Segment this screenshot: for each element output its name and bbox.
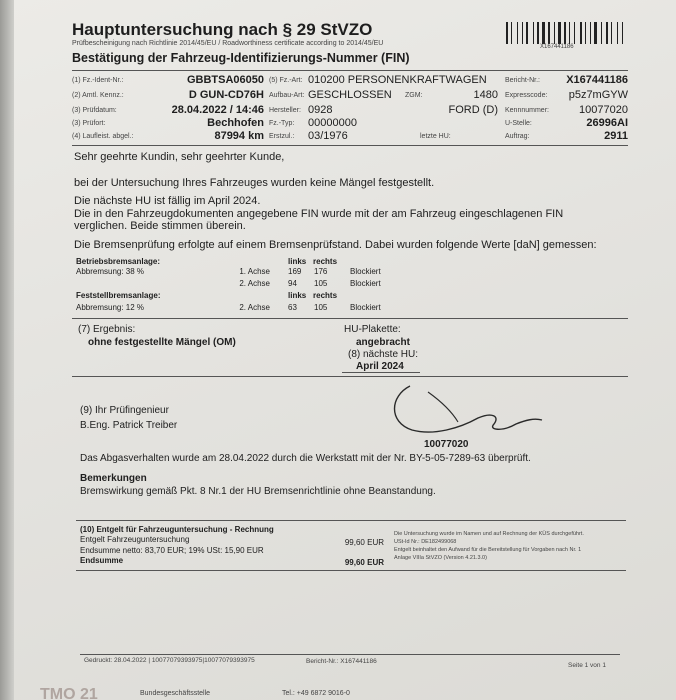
fin-check-line-2: verglichen. Beide stimmen überein.: [74, 220, 246, 232]
value-mileage: 87994 km: [214, 130, 264, 142]
invoice-item: Entgelt Fahrzeuguntersuchung: [80, 535, 190, 544]
parking-axle-status: Blockiert: [350, 303, 381, 312]
next-hu-label: (8) nächste HU:: [348, 349, 419, 360]
brake-test-intro: Die Bremsenprüfung erfolgte auf einem Bremsenprüfstand. Dabei wurden folgende Werte [daN] gemessen:: [74, 239, 597, 251]
label-vehicle-model: Fz.-Typ:: [269, 120, 295, 127]
service-brake-title: Betriebsbremsanlage:: [76, 257, 161, 266]
label-report-number: Bericht-Nr.:: [505, 77, 541, 84]
value-plate: D GUN-CD76H: [188, 89, 264, 101]
footer-printed: Gedruckt: 28.04.2022 | 10077079393975|10077079393975: [84, 657, 255, 664]
label-u-site: U-Stelle:: [505, 120, 532, 127]
invoice-note-4: Anlage VIIIa StVZO (Version 4.21.3.0): [394, 555, 487, 561]
axle-2-status: Blockiert: [350, 279, 381, 288]
label-test-date: (3) Prüfdatum:: [72, 107, 117, 114]
examiner-label: (9) Ihr Prüfingenieur: [80, 405, 169, 416]
axle-1-status: Blockiert: [350, 267, 381, 276]
label-mileage: (4) Laufleist. abgel.:: [72, 133, 134, 140]
remarks-text: Bremswirkung gemäß Pkt. 8 Nr.1 der HU Bremsenrichtlinie ohne Beanstandung.: [80, 486, 436, 497]
report-subtitle: Prüfbescheinigung nach Richtlinie 2014/45/EU / Roadworthiness certificate according to 2014/45/EU: [72, 40, 384, 47]
col-header-right-2: rechts: [313, 291, 338, 300]
result-label: (7) Ergebnis:: [78, 324, 136, 335]
next-hu-value: April 2024: [356, 361, 404, 372]
label-identifier: Kennnummer:: [505, 107, 549, 114]
result-value: ohne festgestellte Mängel (OM): [88, 337, 236, 348]
footer-office: Bundesgeschäftsstelle: [140, 690, 211, 697]
parking-axle-right: 105: [314, 303, 328, 312]
label-express-code: Expresscode:: [505, 92, 548, 99]
next-hu-sentence: Die nächste HU ist fällig im April 2024.: [74, 195, 261, 207]
plaque-status: angebracht: [356, 337, 410, 348]
barcode: [506, 22, 626, 44]
value-body-type: GESCHLOSSEN: [308, 89, 392, 101]
label-last-hu: letzte HU:: [420, 133, 451, 140]
invoice-total-label: Endsumme: [80, 556, 124, 565]
invoice-note-3: Entgelt beinhaltet den Aufwand für die Bereitstellung für Vorgaben nach Nr. 1: [394, 547, 582, 553]
emissions-sentence: Das Abgasverhalten wurde am 28.04.2022 durch die Werkstatt mit der Nr. BY-5-05-7289-63 überprüft.: [80, 453, 531, 464]
value-test-date: 28.04.2022 / 14:46: [171, 104, 264, 116]
label-first-registration: Erstzul.:: [269, 133, 295, 140]
remarks-title: Bemerkungen: [80, 473, 147, 484]
col-header-right: rechts: [313, 257, 338, 266]
value-fin: GBBTSA06050: [186, 74, 264, 86]
axle-1-left: 169: [288, 267, 302, 276]
col-header-left-2: links: [288, 291, 307, 300]
value-manufacturer-code: 0928: [308, 104, 333, 116]
footer-phone: Tel.: +49 6872 9016-0: [282, 690, 350, 697]
invoice-note-1: Die Untersuchung wurde im Namen und auf Rechnung der KÜS durchgeführt.: [394, 531, 584, 537]
value-vehicle-type: 010200 PERSONENKRAFTWAGEN: [308, 74, 487, 86]
col-header-left: links: [288, 257, 307, 266]
invoice-tax-line: Endsumme netto: 83,70 EUR; 19% USt: 15,90 EUR: [80, 546, 264, 555]
axle-2-right: 105: [314, 279, 328, 288]
examiner-name: B.Eng. Patrick Treiber: [80, 420, 178, 431]
label-vehicle-type: (5) Fz.-Art:: [269, 77, 303, 84]
value-order: 2911: [604, 130, 628, 142]
plaque-label: HU-Plakette:: [344, 324, 401, 335]
parking-brake-deceleration: Abbremsung: 12 %: [76, 303, 145, 312]
barcode-number: X167441186: [540, 44, 574, 50]
footer-page: Seite 1 von 1: [568, 662, 606, 669]
axle-1-label: 1. Achse: [239, 267, 270, 276]
axle-2-left: 94: [288, 279, 297, 288]
label-plate: (2) Amtl. Kennz.:: [72, 92, 124, 99]
value-identifier: 10077020: [579, 104, 628, 116]
invoice-title: (10) Entgelt für Fahrzeuguntersuchung - Rechnung: [80, 525, 274, 534]
label-order: Auftrag:: [505, 133, 530, 140]
parking-brake-title: Feststellbremsanlage:: [76, 291, 161, 300]
label-fin: (1) Fz.-Ident-Nr.:: [72, 77, 124, 84]
axle-2-label: 2. Achse: [239, 279, 270, 288]
invoice-note-2: USt-Id Nr.: DE182499068: [394, 539, 457, 545]
footer-report-number: Bericht-Nr.: X167441186: [306, 658, 377, 665]
value-vehicle-model: 00000000: [308, 117, 357, 129]
value-test-location: Bechhofen: [207, 117, 264, 129]
invoice-item-amount: 99,60 EUR: [344, 538, 384, 547]
report-title: Hauptuntersuchung nach § 29 StVZO: [72, 20, 373, 39]
value-zgm: 1480: [473, 89, 498, 101]
label-zgm: ZGM:: [405, 92, 423, 99]
report-title-2: Bestätigung der Fahrzeug-Identifizierungs-Nummer (FIN): [72, 51, 410, 65]
service-brake-deceleration: Abbremsung: 38 %: [76, 267, 145, 276]
value-manufacturer-name: FORD (D): [448, 104, 498, 116]
company-logo-text: TMO 21: [40, 686, 98, 700]
value-first-registration: 03/1976: [308, 130, 348, 142]
parking-axle-label: 2. Achse: [239, 303, 270, 312]
salutation: Sehr geehrte Kundin, sehr geehrter Kunde,: [74, 151, 285, 163]
label-manufacturer: Hersteller:: [269, 107, 301, 114]
parking-axle-left: 63: [288, 303, 297, 312]
result-sentence: bei der Untersuchung Ihres Fahrzeuges wurden keine Mängel festgestellt.: [74, 177, 435, 189]
stamp-number: 10077020: [424, 439, 469, 450]
value-report-number: X167441186: [566, 74, 628, 86]
invoice-total-amount: 99,60 EUR: [344, 558, 384, 567]
value-express-code: p5z7mGYW: [568, 89, 628, 101]
value-u-site: 26996AI: [586, 117, 628, 129]
examiner-signature: [382, 372, 552, 442]
label-body-type: Aufbau-Art:: [269, 92, 305, 99]
label-test-location: (3) Prüfort:: [72, 120, 106, 127]
axle-1-right: 176: [314, 267, 328, 276]
fin-check-line-1: Die in den Fahrzeugdokumenten angegebene FIN wurde mit der am Fahrzeug eingeschlagenen FIN: [74, 208, 564, 220]
